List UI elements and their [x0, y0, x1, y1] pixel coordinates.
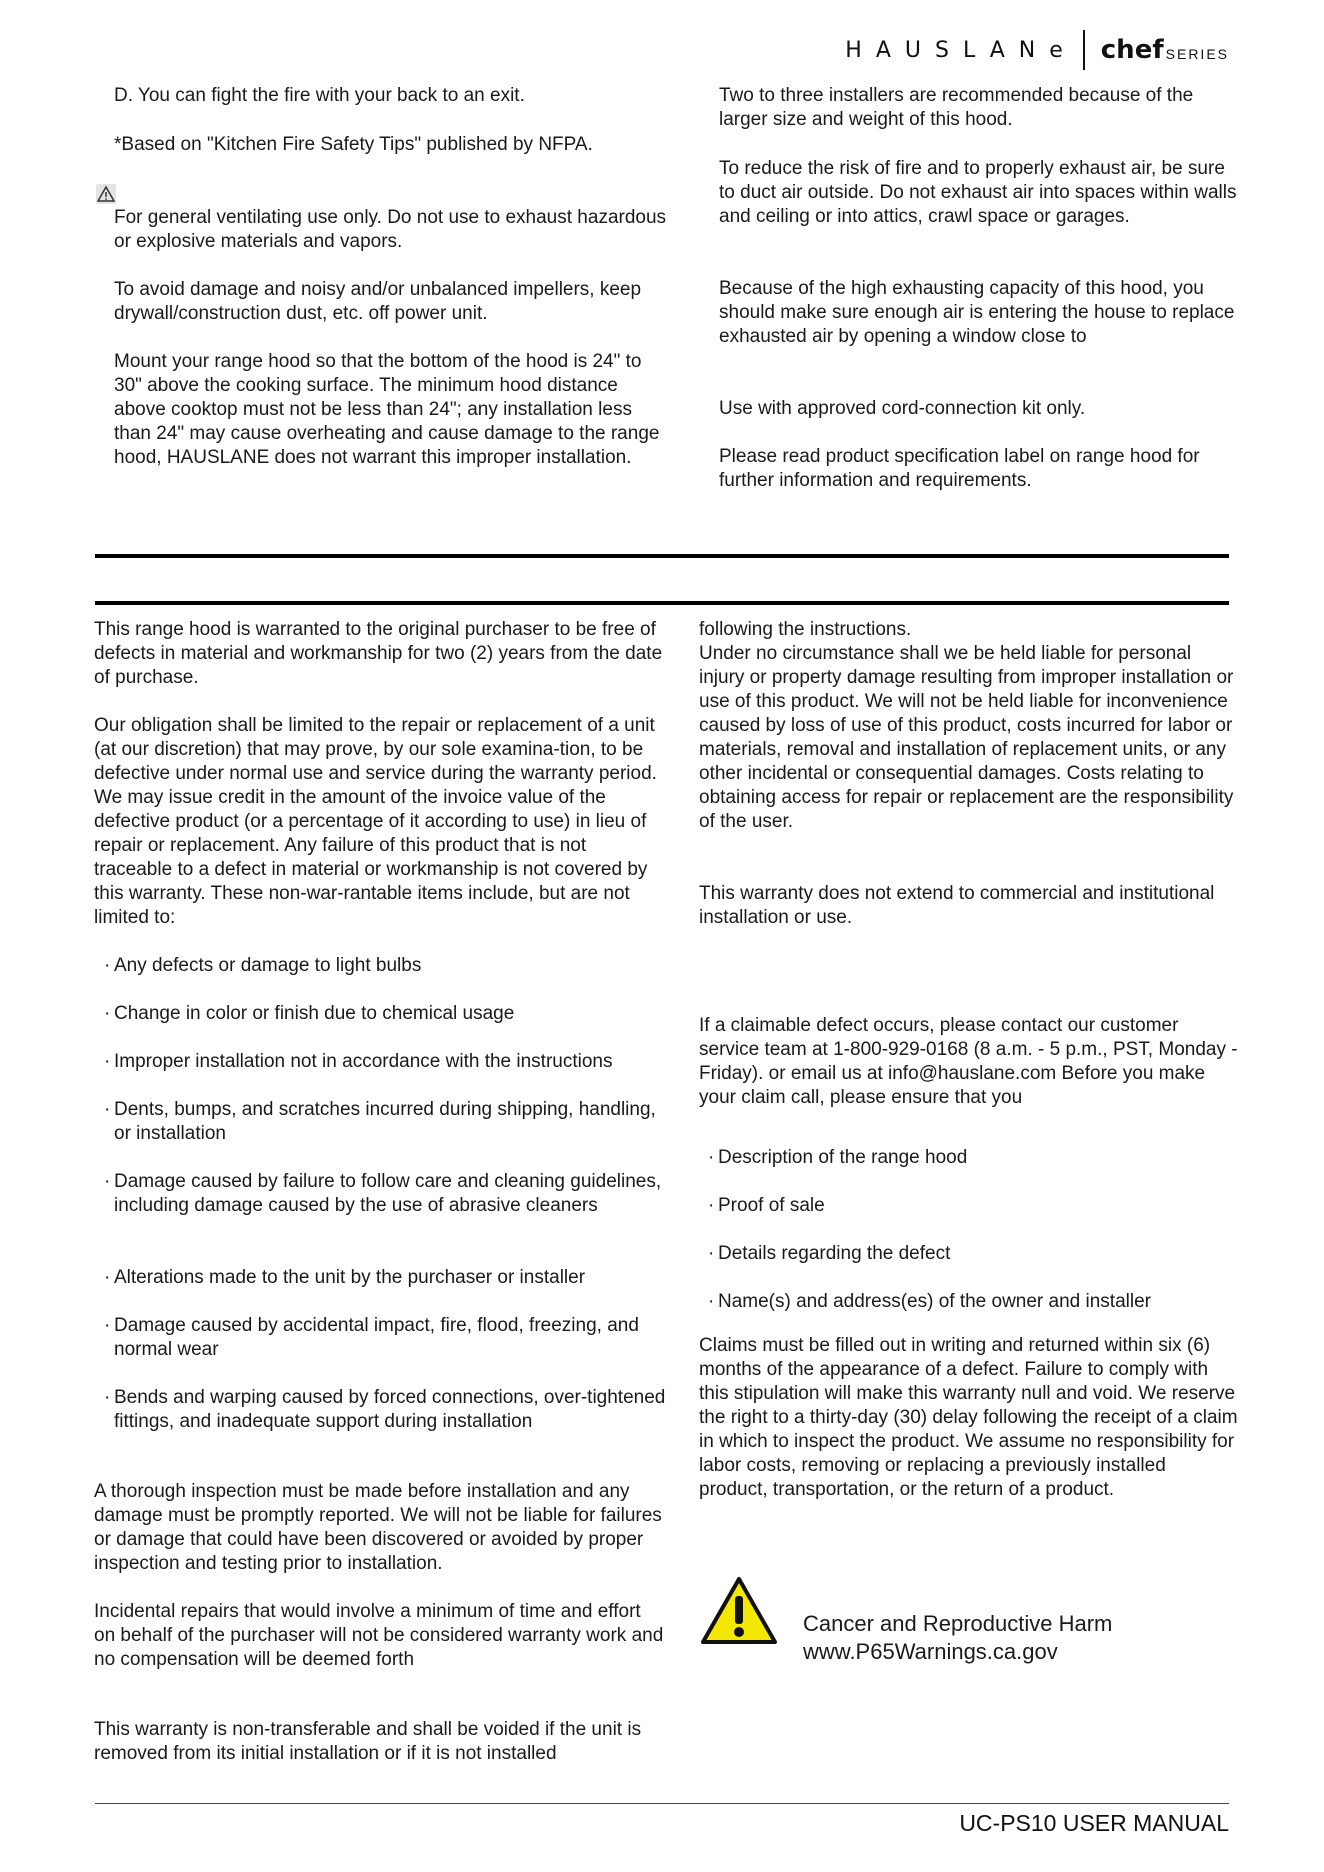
- series-label: SERIES: [1165, 46, 1229, 62]
- section-rule-top: [95, 554, 1229, 558]
- footer-manual-title: UC-PS10 USER MANUAL: [959, 1810, 1229, 1836]
- claim-requirement-item: · Name(s) and address(es) of the owner and installer: [718, 1290, 1238, 1314]
- installers-note: Two to three installers are recommended because of the larger size and weight of this hood.: [719, 85, 1194, 130]
- commercial-exclusion: This warranty does not extend to commercial and institutional installation or use.: [699, 883, 1215, 928]
- claim-requirement-item: · Description of the range hood: [718, 1146, 1238, 1170]
- p65-warning-text: [803, 1610, 1112, 1666]
- nfpa-note: *Based on "Kitchen Fire Safety Tips" published by NFPA.: [114, 134, 593, 155]
- claim-requirement-item: · Proof of sale: [718, 1194, 1238, 1218]
- p65-line-1: Cancer and Reproductive Harm: [803, 1611, 1113, 1636]
- drywall-warning: To avoid damage and noisy and/or unbalanced impellers, keep drywall/construction dust, etc. off power unit.: [114, 279, 642, 324]
- cord-kit-note: Use with approved cord-connection kit only.: [719, 398, 1086, 419]
- brand-name: HAUSLANe: [845, 37, 1077, 63]
- logo-divider: [1083, 30, 1085, 70]
- following-instructions: following the instructions.: [699, 619, 912, 640]
- exclusion-item: · Alterations made to the unit by the purchaser or installer: [114, 1266, 674, 1290]
- brand-logo: [845, 30, 1229, 70]
- exclusion-item: · Dents, bumps, and scratches incurred during shipping, handling, or installation: [114, 1098, 674, 1146]
- claim-contact: If a claimable defect occurs, please contact our customer service team at 1-800-929-0168 (8 a.m. - 5 p.m., PST, Monday - Friday). or email us at info@hauslane.com Before you make your claim call, please ensure that you: [699, 1015, 1238, 1108]
- claims-writing-clause: Claims must be filled out in writing and returned within six (6) months of the appearance of a defect. Failure to comply with this stipulation will make this warranty null and void. We reserve the right to a thirty-day (30) delay following the receipt of a claim in which to inspect the product. We assume no responsibility for labor costs, removing or replacing a previously installed product, transportation, or the return of a product.: [699, 1335, 1238, 1500]
- inspection-clause: A thorough inspection must be made before installation and any damage must be promptly reported. We will not be liable for failures or damage that could have been discovered or avoided by proper inspection and testing prior to installation.: [94, 1481, 662, 1574]
- mount-height-warning: Mount your range hood so that the bottom of the hood is 24" to 30" above the cooking surface. The minimum hood distance above cooktop must not be less than 24"; any installation less than 24" may cause overheating and cause damage to the range hood, HAUSLANE does not warrant this improper installation.: [114, 351, 660, 468]
- claim-requirement-item: · Details regarding the defect: [718, 1242, 1238, 1266]
- exclusion-item: · Change in color or finish due to chemical usage: [114, 1002, 674, 1026]
- non-transferable-clause: This warranty is non-transferable and shall be voided if the unit is removed from its initial installation or if it is not installed: [94, 1719, 642, 1764]
- sub-brand: chef: [1100, 35, 1164, 65]
- exclusion-item: · Improper installation not in accordance with the instructions: [114, 1050, 674, 1074]
- exclusion-item: · Damage caused by accidental impact, fire, flood, freezing, and normal wear: [114, 1314, 674, 1362]
- p65-warning-icon: [700, 1576, 778, 1646]
- warranty-obligation: Our obligation shall be limited to the repair or replacement of a unit (at our discretion) that may prove, by our sole examina-tion, to be defective under normal use and service during the warranty period. We may issue credit in the amount of the invoice value of the defective product (or a percentage of it according to use) in lieu of repair or replacement. Any failure of this product that is not traceable to a defect in material or workmanship is not covered by this warranty. These non-war-rantable items include, but are not limited to:: [94, 715, 657, 928]
- incidental-repairs-clause: Incidental repairs that would involve a minimum of time and effort on behalf of the purchaser will not be considered warranty work and no compensation will be deemed forth: [94, 1601, 664, 1670]
- capacity-note: Because of the high exhausting capacity of this hood, you should make sure enough air is entering the house to replace exhausted air by opening a window close to: [719, 278, 1235, 347]
- liability-clause: Under no circumstance shall we be held liable for personal injury or property damage resulting from improper installation or use of this product. We will not be held liable for inconvenience caused by loss of use of this product, costs incurred for labor or materials, removal and installation of replacement units, or any other incidental or consequential damages. Costs relating to obtaining access for repair or replacement are the responsibility of the user.: [699, 643, 1234, 832]
- footer-rule: [95, 1803, 1229, 1804]
- duct-note: To reduce the risk of fire and to properly exhaust air, be sure to duct air outside. Do not exhaust air into spaces within walls and ceiling or into attics, crawl space or garages.: [719, 158, 1237, 227]
- warning-icon: [96, 184, 116, 204]
- warranty-intro: This range hood is warranted to the original purchaser to be free of defects in material and workmanship for two (2) years from the date of purchase.: [94, 619, 663, 688]
- exclusion-item: · Bends and warping caused by forced connections, over-tightened fittings, and inadequate support during installation: [114, 1386, 674, 1434]
- section-rule-bottom: [95, 601, 1229, 605]
- fire-tip-d: D. You can fight the fire with your back to an exit.: [114, 85, 525, 106]
- p65-link: www.P65Warnings.ca.gov: [803, 1639, 1058, 1664]
- exclusion-item: · Any defects or damage to light bulbs: [114, 954, 674, 978]
- spec-label-note: Please read product specification label on range hood for further information and requirements.: [719, 446, 1200, 491]
- exclusion-item: · Damage caused by failure to follow care and cleaning guidelines, including damage caused by the use of abrasive cleaners: [114, 1170, 674, 1218]
- general-use-warning: For general ventilating use only. Do not use to exhaust hazardous or explosive materials and vapors.: [114, 207, 667, 252]
